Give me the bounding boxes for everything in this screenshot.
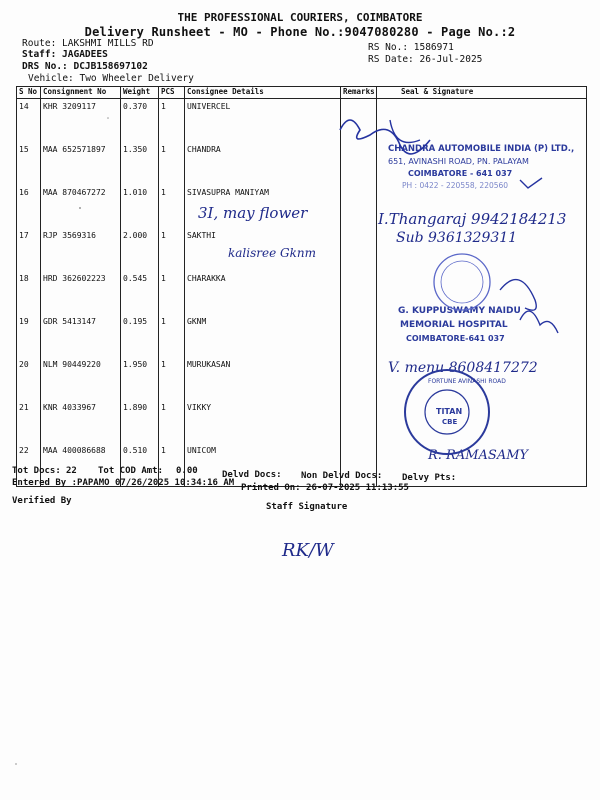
row-weight: 0.195	[121, 314, 159, 357]
row-consignment: NLM 90449220	[41, 357, 121, 400]
tot-cod-label: Tot COD Amt:	[98, 466, 164, 476]
row-consignee: MURUKASAN	[185, 357, 341, 400]
handwritten-address: 3I, may flower	[198, 204, 308, 222]
row-sno: 17	[17, 228, 41, 271]
delvy-pts: Delvy Pts:	[402, 473, 457, 483]
drs-number: DRS No.: DCJB158697102	[22, 61, 148, 72]
col-sno: S No	[17, 87, 41, 99]
staff-handwritten-signature: RK/W	[282, 540, 334, 561]
rs-date: RS Date: 26-Jul-2025	[368, 54, 483, 65]
row-consignee: UNIVERCEL	[185, 99, 341, 143]
row-consignment: RJP 3569316	[41, 228, 121, 271]
row-weight: 0.370	[121, 99, 159, 143]
row-weight: 1.350	[121, 142, 159, 185]
row-pcs: 1	[159, 185, 185, 228]
row-pcs: 1	[159, 314, 185, 357]
row-weight: 1.950	[121, 357, 159, 400]
vehicle: Vehicle: Two Wheeler Delivery	[28, 73, 194, 84]
row-sno: 22	[17, 443, 41, 487]
row-sno: 16	[17, 185, 41, 228]
row-consignment: MAA 652571897	[41, 142, 121, 185]
runsheet-title: Delivery Runsheet - MO - Phone No.:9047080280 - Page No.:2	[84, 25, 516, 39]
chandra-stamp-line1: CHANDRA AUTOMOBILE INDIA (P) LTD.,	[388, 144, 575, 154]
chandra-stamp-line3: COIMBATORE - 641 037	[408, 169, 513, 178]
row-sno: 18	[17, 271, 41, 314]
row-consignee: CHANDRA	[185, 142, 341, 185]
row-consignment: MAA 400086688	[41, 443, 121, 487]
row-pcs: 1	[159, 142, 185, 185]
chandra-stamp-line2: 651, AVINASHI ROAD, PN. PALAYAM	[388, 157, 529, 166]
col-consignee: Consignee Details	[185, 87, 341, 99]
round-stamp-row18	[434, 254, 490, 310]
row-weight: 0.545	[121, 271, 159, 314]
handwritten-address-2: kalisree Gknm	[228, 246, 316, 260]
non-delvd-docs: Non Delvd Docs:	[301, 471, 383, 481]
col-weight: Weight	[121, 87, 159, 99]
tot-docs-value: 22	[66, 466, 77, 476]
col-seal-signature: Seal & Signature	[377, 87, 587, 99]
kuppuswamy-stamp-line1: G. KUPPUSWAMY NAIDU	[398, 306, 521, 316]
titan-stamp-center: TITAN	[436, 407, 463, 416]
delvd-docs: Delvd Docs:	[222, 470, 282, 480]
row-consignee: VIKKY	[185, 400, 341, 443]
titan-stamp-sub: CBE	[442, 418, 458, 426]
row-consignee: SAKTHI	[185, 228, 341, 271]
row-pcs: 1	[159, 228, 185, 271]
row-pcs: 1	[159, 443, 185, 487]
verified-by: Verified By	[12, 496, 72, 506]
tot-cod-value: 0.00	[176, 466, 198, 476]
row-sno: 15	[17, 142, 41, 185]
row-sno: 14	[17, 99, 41, 143]
row-consignment: HRD 362602223	[41, 271, 121, 314]
row-pcs: 1	[159, 400, 185, 443]
titan-stamp-ring-text: FORTUNE AVINASHI ROAD	[428, 378, 506, 385]
row-consignment: KHR 3209117	[41, 99, 121, 143]
signature-scribble-row14	[340, 120, 430, 154]
row-pcs: 1	[159, 99, 185, 143]
titan-round-stamp	[405, 370, 489, 454]
row-weight: 2.000	[121, 228, 159, 271]
handwritten-signature-phone: Sub 9361329311	[396, 230, 518, 246]
tot-docs-label: Tot Docs:	[12, 466, 61, 476]
chandra-stamp-line4: PH : 0422 - 220558, 220560	[402, 181, 509, 190]
row-pcs: 1	[159, 357, 185, 400]
handwritten-signature-row22: R. RAMASAMY	[428, 448, 529, 463]
rs-number: RS No.: 1586971	[368, 42, 454, 53]
row-sno: 19	[17, 314, 41, 357]
row-weight: 1.010	[121, 185, 159, 228]
handwritten-signature-row20: V. menu 8608417272	[388, 360, 538, 376]
kuppuswamy-stamp-line3: COIMBATORE-641 037	[406, 334, 505, 343]
row-consignee: GKNM	[185, 314, 341, 357]
row-consignee: UNICOM	[185, 443, 341, 487]
route: Route: LAKSHMI MILLS RD	[22, 38, 154, 49]
col-consignment: Consignment No	[41, 87, 121, 99]
row-consignee: SIVASUPRA MANIYAM	[185, 185, 341, 228]
kuppuswamy-stamp-line2: MEMORIAL HOSPITAL	[400, 320, 508, 330]
col-remarks: Remarks	[341, 87, 377, 99]
col-pcs: PCS	[159, 87, 185, 99]
row-sno: 20	[17, 357, 41, 400]
company-title: THE PROFESSIONAL COURIERS, COIMBATORE	[177, 11, 423, 24]
row-consignment: KNR 4033967	[41, 400, 121, 443]
tick-mark-row15	[520, 178, 542, 188]
row-consignment: GDR 5413147	[41, 314, 121, 357]
entered-by: Entered By :PAPAMO 07/26/2025 10:34:16 AM	[12, 478, 235, 488]
printed-on: Printed On: 26-07-2025 11:13:55	[241, 483, 409, 493]
staff-signature-label: Staff Signature	[266, 502, 348, 512]
row-pcs: 1	[159, 271, 185, 314]
row-sno: 21	[17, 400, 41, 443]
signature-scribble-row19	[520, 311, 558, 333]
row-consignment: MAA 870467272	[41, 185, 121, 228]
row-consignee: CHARAKKA	[185, 271, 341, 314]
handwritten-signature-thangaraj: I.Thangaraj 9942184213	[378, 210, 567, 228]
staff: Staff: JAGADEES	[22, 49, 108, 60]
row-weight: 0.510	[121, 443, 159, 487]
row-weight: 1.890	[121, 400, 159, 443]
